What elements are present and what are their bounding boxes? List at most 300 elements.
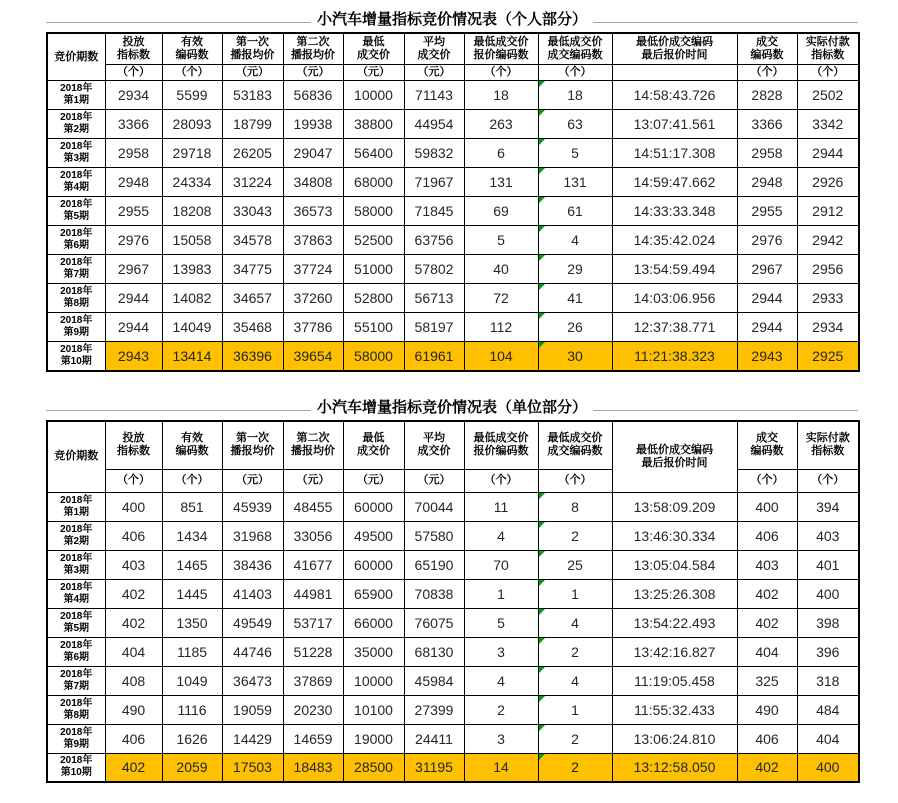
- auction-table-personal: [46, 32, 860, 372]
- data-cell: [105, 579, 162, 608]
- column-header-line: 播报均价: [230, 445, 275, 457]
- column-header-line: 成交编码数: [547, 445, 603, 457]
- row-period-line: 第9期: [63, 327, 90, 338]
- data-cell-value: 490: [121, 701, 146, 718]
- row-period-line: 2018年: [60, 286, 93, 297]
- data-cell-value: 10000: [354, 672, 393, 689]
- data-cell: [343, 139, 404, 168]
- data-cell: [343, 168, 404, 197]
- row-period-line: 第6期: [63, 240, 90, 251]
- data-cell: [222, 197, 283, 226]
- data-cell: [612, 197, 737, 226]
- data-cell: [404, 226, 464, 255]
- data-cell: [797, 197, 859, 226]
- table-row: [47, 313, 859, 342]
- table-row: [47, 695, 859, 724]
- data-cell: [222, 521, 283, 550]
- data-cell: [343, 197, 404, 226]
- data-cell-value: 403: [816, 527, 840, 544]
- column-header: [162, 33, 222, 65]
- data-cell: [797, 81, 859, 110]
- data-cell-value: 41403: [233, 585, 272, 602]
- data-cell-value: 402: [121, 585, 146, 602]
- data-cell: [538, 666, 612, 695]
- data-cell: [105, 753, 162, 782]
- data-cell: [464, 608, 538, 637]
- row-period-line: 2018年: [60, 523, 93, 535]
- data-cell: [737, 139, 797, 168]
- data-cell: [612, 695, 737, 724]
- data-cell-value: 404: [121, 643, 146, 660]
- data-cell: [404, 139, 464, 168]
- data-cell-value: 13:06:24.810: [633, 730, 716, 747]
- data-cell: [797, 226, 859, 255]
- data-cell-value: 14429: [233, 730, 272, 747]
- data-cell: [283, 637, 343, 666]
- data-cell-value: 318: [816, 672, 840, 689]
- data-cell: [404, 579, 464, 608]
- row-period-cell: [47, 579, 105, 608]
- data-cell: [404, 255, 464, 284]
- column-header-line: 报价编码数: [473, 445, 529, 457]
- data-cell-value: 404: [816, 730, 840, 747]
- data-cell: [404, 284, 464, 313]
- data-cell-value: 36573: [293, 203, 333, 219]
- data-cell: [538, 226, 612, 255]
- data-cell: [222, 226, 283, 255]
- data-cell: [464, 521, 538, 550]
- row-period-cell: [47, 753, 105, 782]
- data-cell: [612, 313, 737, 342]
- data-cell: [464, 313, 538, 342]
- column-header-line: 成交编码数: [547, 49, 603, 61]
- column-header-line: 实际付款: [805, 432, 850, 444]
- column-header-line: 播报均价: [230, 49, 275, 61]
- column-header-line: 最低价成交编码: [636, 443, 713, 456]
- table-title-personal: [46, 8, 858, 32]
- data-cell: [283, 226, 343, 255]
- column-header-line: 第一次: [236, 432, 269, 444]
- data-cell-value: 2943: [117, 347, 150, 364]
- data-cell-value: 76075: [414, 614, 454, 631]
- row-period-line: 2018年: [60, 83, 93, 94]
- data-cell: [404, 342, 464, 371]
- row-period-line: 2018年: [60, 610, 93, 622]
- table-body: [47, 81, 859, 371]
- data-cell: [343, 753, 404, 782]
- data-cell: [105, 492, 162, 521]
- data-cell-value: 71967: [414, 174, 454, 190]
- data-cell: [737, 637, 797, 666]
- data-cell-value: 24334: [172, 174, 212, 190]
- data-cell: [797, 666, 859, 695]
- data-cell: [737, 579, 797, 608]
- row-period-line: 第8期: [63, 709, 90, 721]
- data-cell-value: 2925: [812, 347, 844, 364]
- data-cell-value: 2955: [117, 203, 150, 219]
- data-cell-value: 10000: [354, 87, 393, 103]
- row-period-cell: [47, 608, 105, 637]
- data-cell: [343, 637, 404, 666]
- data-cell-value: 13:07:41.561: [633, 116, 716, 132]
- column-header-line: 第一次: [236, 36, 269, 48]
- data-cell: [612, 550, 737, 579]
- data-cell: [612, 637, 737, 666]
- data-cell-value: 2828: [751, 87, 783, 103]
- error-indicator-triangle-icon: [539, 255, 545, 261]
- data-cell: [797, 342, 859, 371]
- data-cell-value: 4: [571, 614, 579, 631]
- data-cell-value: 2502: [812, 87, 844, 103]
- data-cell-value: 31224: [233, 174, 272, 190]
- data-cell: [612, 168, 737, 197]
- column-header: [538, 421, 612, 470]
- error-indicator-triangle-icon: [539, 522, 545, 528]
- column-unit: （个）: [105, 469, 162, 492]
- data-cell-value: 1626: [176, 730, 208, 747]
- data-cell-value: 3: [497, 730, 505, 747]
- data-cell: [162, 284, 222, 313]
- row-period-cell: [47, 550, 105, 579]
- data-cell: [105, 110, 162, 139]
- data-cell-value: 37863: [293, 232, 333, 248]
- data-cell: [737, 197, 797, 226]
- column-unit: （个）: [105, 65, 162, 81]
- row-period-cell: [47, 724, 105, 753]
- data-cell: [343, 110, 404, 139]
- data-cell-value: 402: [755, 585, 779, 602]
- data-cell-value: 1185: [176, 643, 208, 660]
- row-period-line: 2018年: [60, 141, 93, 152]
- row-period-cell: [47, 168, 105, 197]
- data-cell-value: 65190: [414, 556, 454, 573]
- data-cell: [343, 695, 404, 724]
- data-cell: [222, 255, 283, 284]
- data-cell: [538, 521, 612, 550]
- data-cell-value: 2934: [117, 87, 150, 103]
- column-header-line: 成交价: [417, 49, 451, 61]
- row-period-line: 2018年: [60, 639, 93, 651]
- data-cell: [343, 342, 404, 371]
- data-cell-value: 25: [567, 556, 583, 573]
- data-cell-value: 34657: [233, 290, 272, 306]
- data-cell-value: 13414: [172, 347, 212, 364]
- row-period-line: 2018年: [60, 112, 93, 123]
- row-period-line: 第6期: [63, 651, 90, 663]
- data-cell: [343, 666, 404, 695]
- data-cell: [222, 313, 283, 342]
- data-cell: [162, 492, 222, 521]
- data-cell-value: 13983: [172, 261, 212, 277]
- column-header: [283, 421, 343, 470]
- data-cell-value: 29: [567, 261, 583, 277]
- data-cell: [105, 724, 162, 753]
- column-header-line: 成交价: [357, 49, 390, 61]
- column-header-line: 第二次: [296, 36, 330, 48]
- data-cell-value: 11:21:38.323: [634, 347, 715, 364]
- data-cell-value: 37724: [293, 261, 333, 277]
- data-cell: [737, 168, 797, 197]
- table-title-text: 小汽车增量指标竞价情况表（单位部分）: [311, 396, 593, 420]
- column-header-line: 最低成交价: [473, 432, 529, 444]
- data-cell: [105, 666, 162, 695]
- column-header: [404, 421, 464, 470]
- data-cell-value: 44954: [414, 116, 454, 132]
- data-cell-value: 2944: [751, 290, 783, 306]
- data-cell-value: 10100: [354, 701, 393, 718]
- row-period-cell: [47, 255, 105, 284]
- data-cell: [222, 284, 283, 313]
- data-cell: [162, 579, 222, 608]
- row-period-line: 第10期: [60, 355, 92, 367]
- data-cell: [283, 255, 343, 284]
- data-cell-value: 490: [755, 701, 779, 718]
- row-period-cell: [47, 521, 105, 550]
- data-cell-value: 6: [497, 145, 505, 161]
- data-cell: [737, 666, 797, 695]
- data-cell: [737, 226, 797, 255]
- data-cell-value: 14:33:33.348: [633, 203, 716, 219]
- row-period-line: 2018年: [60, 494, 93, 506]
- data-cell-value: 396: [816, 643, 840, 660]
- data-cell: [464, 342, 538, 371]
- data-cell: [283, 313, 343, 342]
- row-period-line: 第3期: [63, 153, 90, 164]
- data-cell: [404, 695, 464, 724]
- data-cell: [464, 110, 538, 139]
- data-cell-value: 61961: [414, 347, 454, 364]
- data-cell-value: 5: [497, 614, 505, 631]
- data-cell: [737, 608, 797, 637]
- data-cell-value: 401: [816, 556, 840, 573]
- data-cell: [538, 753, 612, 782]
- data-cell-value: 403: [121, 556, 146, 573]
- error-indicator-triangle-icon: [539, 609, 545, 615]
- data-cell: [105, 608, 162, 637]
- data-cell-value: 51228: [293, 643, 333, 660]
- column-header-line: 编码数: [750, 445, 784, 457]
- data-cell: [464, 284, 538, 313]
- data-cell: [797, 695, 859, 724]
- data-cell: [464, 753, 538, 782]
- data-cell-value: 49500: [354, 527, 393, 544]
- data-cell: [283, 666, 343, 695]
- row-period-line: 2018年: [60, 199, 93, 210]
- row-period-cell: [47, 110, 105, 139]
- data-cell-value: 20230: [293, 701, 333, 718]
- data-cell: [404, 637, 464, 666]
- data-cell: [105, 139, 162, 168]
- data-cell-value: 2956: [812, 261, 844, 277]
- data-cell-value: 15058: [172, 232, 212, 248]
- row-period-line: 2018年: [60, 668, 93, 680]
- data-cell: [162, 608, 222, 637]
- data-cell: [162, 110, 222, 139]
- data-cell-value: 53183: [233, 87, 272, 103]
- column-unit: （个）: [162, 65, 222, 81]
- row-period-line: 2018年: [60, 755, 93, 767]
- row-period-cell: [47, 492, 105, 521]
- column-header: [797, 33, 859, 65]
- column-unit: （元）: [222, 469, 283, 492]
- data-cell: [737, 695, 797, 724]
- data-cell-value: 48455: [293, 498, 333, 515]
- table-header: [47, 33, 859, 81]
- data-cell-value: 66000: [354, 614, 393, 631]
- data-cell: [222, 492, 283, 521]
- column-header: [343, 33, 404, 65]
- data-cell-value: 13:12:58.050: [633, 759, 716, 776]
- error-indicator-triangle-icon: [539, 667, 545, 673]
- data-cell-value: 72: [493, 290, 509, 306]
- column-unit: [612, 65, 737, 81]
- column-header-line: 最后报价时间: [641, 49, 708, 61]
- data-cell-value: 36396: [233, 347, 272, 364]
- data-cell-value: 325: [755, 672, 779, 689]
- row-period-line: 2018年: [60, 726, 93, 738]
- data-cell-value: 403: [755, 556, 779, 573]
- data-cell: [464, 724, 538, 753]
- data-cell: [797, 550, 859, 579]
- column-header: [105, 33, 162, 65]
- data-cell-value: 1350: [176, 614, 208, 631]
- data-cell: [612, 139, 737, 168]
- row-period-line: 第2期: [63, 124, 90, 135]
- data-cell: [797, 255, 859, 284]
- data-cell-value: 2934: [812, 319, 844, 335]
- data-cell: [538, 168, 612, 197]
- data-cell-value: 8: [571, 498, 579, 515]
- data-cell-value: 13:54:59.494: [633, 261, 716, 277]
- data-cell: [404, 550, 464, 579]
- row-period-cell: [47, 197, 105, 226]
- data-cell-value: 34808: [293, 174, 333, 190]
- column-unit: （元）: [343, 65, 404, 81]
- row-period-line: 2018年: [60, 581, 93, 593]
- data-cell: [283, 695, 343, 724]
- data-cell: [612, 666, 737, 695]
- column-header-line: 有效: [181, 36, 203, 48]
- column-header: [222, 421, 283, 470]
- data-cell: [464, 81, 538, 110]
- row-period-line: 2018年: [60, 315, 93, 326]
- data-cell-value: 57802: [414, 261, 454, 277]
- table-row: [47, 521, 859, 550]
- column-header-line: 最低价成交编码: [636, 36, 713, 48]
- data-cell: [162, 724, 222, 753]
- data-cell-value: 5: [497, 232, 505, 248]
- column-unit: （个）: [538, 469, 612, 492]
- table-row: [47, 226, 859, 255]
- data-cell-value: 41: [567, 290, 583, 306]
- data-cell-value: 1: [571, 701, 579, 718]
- data-cell-value: 402: [121, 759, 146, 776]
- data-cell: [464, 255, 538, 284]
- data-cell-value: 14: [493, 759, 509, 776]
- data-cell: [222, 579, 283, 608]
- data-cell-value: 58197: [414, 319, 454, 335]
- column-unit: （个）: [464, 469, 538, 492]
- data-cell-value: 4: [571, 232, 579, 248]
- column-header: [222, 33, 283, 65]
- data-cell: [105, 313, 162, 342]
- data-cell: [222, 110, 283, 139]
- data-cell: [222, 168, 283, 197]
- data-cell: [162, 168, 222, 197]
- data-cell-value: 37786: [293, 319, 333, 335]
- data-cell: [162, 197, 222, 226]
- data-cell-value: 68000: [354, 174, 393, 190]
- data-cell-value: 19000: [354, 730, 393, 747]
- data-cell: [343, 492, 404, 521]
- error-indicator-triangle-icon: [539, 493, 545, 499]
- data-cell: [538, 550, 612, 579]
- row-period-line: 第5期: [63, 622, 90, 634]
- data-cell-value: 41677: [293, 556, 333, 573]
- data-cell-value: 31968: [233, 527, 272, 544]
- data-cell: [162, 81, 222, 110]
- column-unit: （元）: [222, 65, 283, 81]
- data-cell-value: 24411: [415, 730, 453, 747]
- row-period-cell: [47, 342, 105, 371]
- data-cell: [737, 492, 797, 521]
- data-cell: [343, 255, 404, 284]
- row-period-cell: [47, 666, 105, 695]
- data-cell-value: 71845: [414, 203, 454, 219]
- row-period-cell: [47, 81, 105, 110]
- data-cell-value: 112: [489, 319, 513, 335]
- row-period-cell: [47, 695, 105, 724]
- data-cell-value: 60000: [354, 556, 393, 573]
- column-header-line: 有效: [181, 432, 203, 444]
- data-cell-value: 56713: [414, 290, 454, 306]
- data-cell: [404, 492, 464, 521]
- column-header-line: 指标数: [117, 445, 150, 457]
- data-cell-value: 5599: [176, 87, 208, 103]
- data-cell-value: 30: [567, 347, 583, 364]
- data-cell-value: 398: [816, 614, 840, 631]
- data-cell-value: 104: [489, 347, 513, 364]
- column-header: [612, 33, 737, 65]
- row-period-line: 2018年: [60, 343, 93, 355]
- data-cell-value: 60000: [354, 498, 393, 515]
- data-cell: [162, 342, 222, 371]
- data-cell-value: 1434: [176, 527, 208, 544]
- table-row: [47, 637, 859, 666]
- data-cell-value: 31195: [415, 759, 453, 776]
- error-indicator-triangle-icon: [539, 139, 545, 145]
- data-cell-value: 29718: [172, 145, 212, 161]
- data-cell-value: 39654: [293, 347, 333, 364]
- data-cell: [283, 753, 343, 782]
- data-cell-value: 2976: [751, 232, 783, 248]
- auction-table-unit: [46, 420, 860, 784]
- data-cell-value: 14:03:06.956: [633, 290, 716, 306]
- data-cell-value: 3: [497, 643, 505, 660]
- data-cell-value: 44981: [293, 585, 333, 602]
- data-cell-value: 2: [571, 643, 579, 660]
- data-cell-value: 34775: [233, 261, 272, 277]
- column-unit: （元）: [404, 469, 464, 492]
- error-indicator-triangle-icon: [539, 284, 545, 290]
- table-row: [47, 492, 859, 521]
- data-cell: [538, 110, 612, 139]
- column-header-line: 编码数: [175, 445, 209, 457]
- data-cell: [283, 197, 343, 226]
- data-cell: [162, 313, 222, 342]
- data-cell-value: 406: [755, 730, 779, 747]
- error-indicator-triangle-icon: [539, 81, 545, 87]
